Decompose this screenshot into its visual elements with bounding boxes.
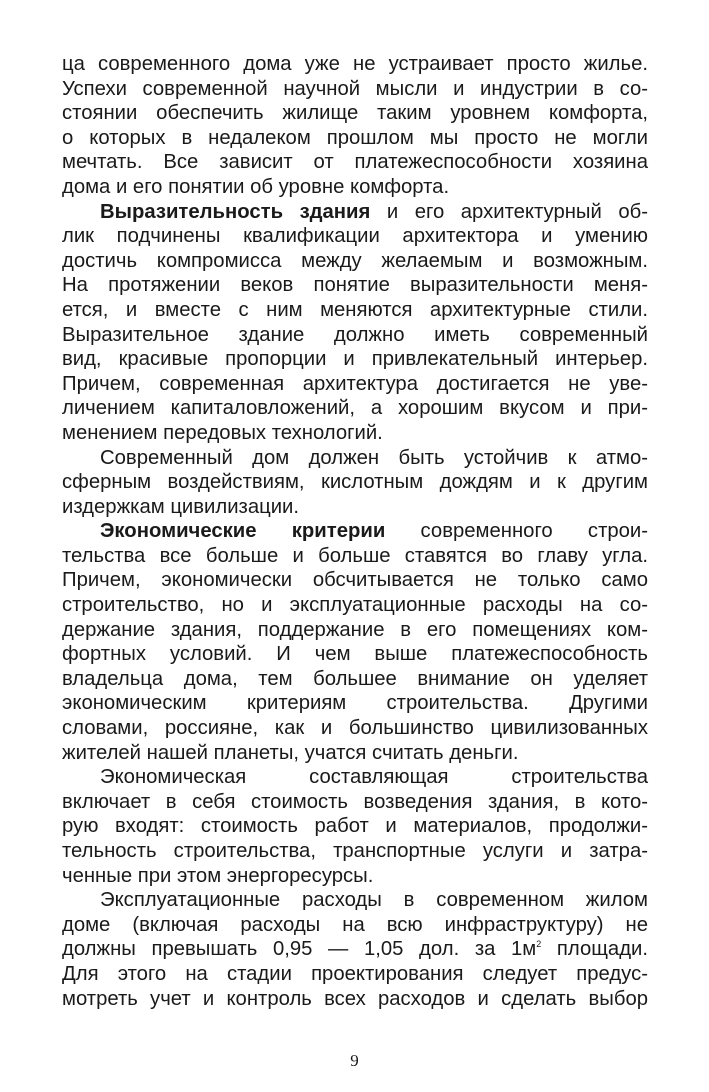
- text-line: [62, 372, 648, 397]
- line-text: владельца дома, тем большее внимание он уделяет: [62, 667, 648, 690]
- text-line: [62, 495, 648, 520]
- text-line: [62, 716, 648, 741]
- line-text: сферным воздействиям, кислотным дождям и к другим: [62, 471, 648, 494]
- text-line: [62, 888, 648, 913]
- line-text: мечтать. Все зависит от платежеспособности хозяина: [62, 151, 648, 174]
- line-text: тельность строительства, транспортные услуги и затра-: [62, 840, 648, 862]
- text-line: [62, 200, 648, 225]
- line-text: Успехи современной научной мысли и индустрии в со-: [62, 77, 648, 100]
- line-text: фортных условий. И чем выше платежеспособность: [62, 643, 648, 666]
- body-text: [62, 52, 648, 1011]
- line-text: должны превышать 0,95 — 1,05 дол. за 1м: [62, 938, 537, 961]
- superscript: 2: [536, 939, 542, 950]
- line-text: Эксплуатационные расходы в современном жилом: [100, 889, 648, 912]
- line-text: достичь компромисса между желаемым и возможным.: [62, 249, 648, 272]
- line-text: вид, красивые пропорции и привлекательный интерьер.: [62, 348, 648, 371]
- text-line: [62, 446, 648, 471]
- line-text: и его архитектурный об-: [370, 200, 648, 223]
- text-line: [62, 126, 648, 151]
- text-line: [62, 273, 648, 298]
- text-line: [62, 544, 648, 569]
- line-text: мотреть учет и контроль всех расходов и сделать выбор: [62, 987, 648, 1010]
- line-text: современного строи-: [385, 520, 648, 543]
- text-line: [62, 568, 648, 593]
- text-line: [62, 937, 648, 962]
- line-text: На протяжении веков понятие выразительности меня-: [62, 274, 648, 297]
- text-line: [62, 642, 648, 667]
- page-number: 9: [350, 1051, 359, 1070]
- text-line: [62, 101, 648, 126]
- text-line: [62, 298, 648, 323]
- line-text: ченные при этом энергоресурсы.: [62, 864, 374, 887]
- text-line: [62, 765, 648, 790]
- line-text: включает в себя стоимость возведения здания, в кото-: [62, 790, 648, 813]
- line-text: ется, и вместе с ним меняются архитектурные стили.: [62, 298, 648, 321]
- text-line: [62, 396, 648, 421]
- line-text: жителей нашей планеты, учатся считать деньги.: [62, 741, 519, 764]
- text-line: [62, 347, 648, 372]
- line-text: лик подчинены квалификации архитектора и умению: [62, 225, 648, 248]
- line-text: словами, россияне, как и большинство цивилизованных: [62, 717, 648, 740]
- line-text: площади.: [541, 938, 648, 961]
- text-line: [62, 618, 648, 643]
- bold-term: Выразительность здания: [100, 200, 371, 223]
- text-line: [62, 839, 648, 864]
- text-line: [62, 519, 648, 544]
- line-text: Современный дом должен быть устойчив к атмо-: [100, 446, 648, 469]
- text-line: [62, 741, 648, 766]
- text-line: [62, 150, 648, 175]
- text-line: [62, 52, 648, 77]
- line-text: менением передовых технологий.: [62, 421, 383, 444]
- line-text: строительство, но и эксплуатационные расходы на со-: [62, 594, 648, 617]
- line-text: рую входят: стоимость работ и материалов, продолжи-: [62, 815, 648, 838]
- line-text: о которых в недалеком прошлом мы просто не могли: [62, 126, 648, 149]
- line-text: дома и его понятии об уровне комфорта.: [62, 175, 450, 198]
- line-text: личением капиталовложений, а хорошим вкусом и при-: [62, 397, 648, 420]
- line-text: держание здания, поддержание в его помещениях ком-: [62, 618, 648, 641]
- line-text: Для этого на стадии проектирования следует предус-: [62, 962, 648, 985]
- text-line: [62, 323, 648, 348]
- text-line: [62, 790, 648, 815]
- text-line: [62, 691, 648, 716]
- line-text: тельства все больше и больше ставятся во главу угла.: [62, 544, 648, 567]
- text-line: [62, 814, 648, 839]
- line-text: экономическим критериям строительства. Другими: [62, 692, 648, 715]
- line-text: ца современного дома уже не устраивает просто жилье.: [62, 53, 648, 75]
- text-line: [62, 962, 648, 987]
- line-text: издержкам цивилизации.: [62, 495, 300, 518]
- text-line: [62, 913, 648, 938]
- line-text: Причем, экономически обсчитывается не только само: [62, 569, 648, 592]
- line-text: стоянии обеспечить жилище таким уровнем комфорта,: [62, 102, 648, 125]
- text-line: [62, 864, 648, 889]
- line-text: Выразительное здание должно иметь современный: [62, 323, 648, 346]
- text-line: [62, 987, 648, 1012]
- bold-term: Экономические критерии: [100, 520, 386, 543]
- line-text: Экономическая составляющая строительства: [100, 766, 648, 789]
- line-text: Причем, современная архитектура достигается не уве-: [62, 372, 648, 395]
- text-line: [62, 224, 648, 249]
- line-text: доме (включая расходы на всю инфраструктуру) не: [62, 913, 648, 936]
- text-line: [62, 593, 648, 618]
- text-line: [62, 470, 648, 495]
- text-line: [62, 77, 648, 102]
- text-line: [62, 249, 648, 274]
- text-line: [62, 421, 648, 446]
- text-line: [62, 667, 648, 692]
- text-line: [62, 175, 648, 200]
